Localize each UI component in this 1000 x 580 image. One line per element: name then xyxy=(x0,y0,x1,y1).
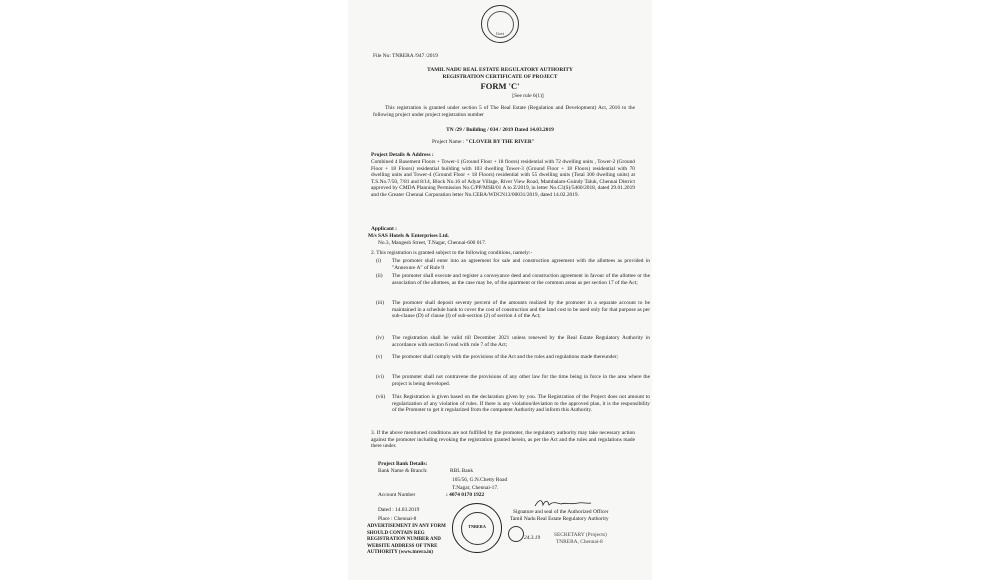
signature-stamp-line-1: SECRETARY (Projects) xyxy=(554,532,607,538)
project-name-row xyxy=(432,139,535,146)
form-title: FORM 'C' xyxy=(480,81,520,91)
condition-text: The registration shall be valid till December 2021 unless renewed by the Real Estate Regulatory Authority in accordance with section 6 read with rule 7 of the Act; xyxy=(392,335,650,348)
applicant-heading: Applicant : xyxy=(371,226,397,232)
dated: Dated : 14.03.2019 xyxy=(378,507,420,513)
signature-date-scribble: 24.3.19 xyxy=(524,535,541,541)
paragraph-3: 3. If the above mentioned conditions are not fulfilled by the promoter, the regulatory authority may take necessary action against the promoter including revoking the registration granted herein, as per the Act and the rules and regulations made there under. xyxy=(371,430,635,450)
condition-number: (iv) xyxy=(376,335,384,341)
bank-name: RBL Bank xyxy=(450,468,474,474)
details-heading: Project Details & Address : xyxy=(371,152,434,158)
condition-text: The promoter shall execute and register a conveyance deed and construction agreement in favour of the allottee or the association of the allottees, as the case may be, of the apartment or the common areas as per section 17 of the Act; xyxy=(392,273,650,286)
project-name: "CLOVER BY THE RIVER" xyxy=(465,139,535,145)
certificate-title: REGISTRATION CERTIFICATE OF PROJECT xyxy=(442,74,558,80)
signature-scribble xyxy=(533,497,593,509)
bank-name-label: Bank Name & Branch: xyxy=(378,468,428,474)
rule-reference: [See rule 6(1)] xyxy=(512,93,544,99)
stamp-line: SHOULD CONTAIN REG xyxy=(367,530,425,536)
applicant-address: No.3, Mangesh Street, T.Nagar, Chennai-600 017. xyxy=(378,240,487,246)
intro-paragraph: This registration is granted under section 5 of The Real Estate (Regulation and Development) Act, 2016 to the following project under project registration number xyxy=(373,105,635,118)
bank-address-1: 105/56, G.N.Chetty Road xyxy=(452,477,508,483)
signature-stamp-line-2: TNRERA, Chennai-8 xyxy=(556,539,603,545)
bank-address-2: T.Nagar, Chennai-17. xyxy=(452,485,499,491)
stamp-line: AUTHORITY (www.tnrera.in) xyxy=(367,550,433,556)
emblem-seal xyxy=(481,5,519,43)
conditions-list xyxy=(376,258,651,433)
condition-number: (vii) xyxy=(376,394,386,400)
condition-text: This Registration is given based on the declaration given by you. The Registration of the Project does not amount to regularization of any violation of rules. If there is any violation/deviation to the approved plan, it is the responsibility of the Promoter to get it regularized from the competent Authority and inform this Authority. xyxy=(392,394,650,414)
condition-number: (iii) xyxy=(376,300,385,306)
condition-number: (i) xyxy=(376,258,382,264)
project-details: Combined 4 Basement Floors + Tower-1 (Ground Floor + 18 floors) residential with 72 dwelling units , Tower-2 (Ground Floor + 18 Floors) residential building with 103 dwelling Tower-3 (Ground Floor + 18 Floors) residential with 70 dwelling units and Tower-4 (Ground Floor + 18 Floors) residential with 55 dwelling units (Total 300 dwelling units) at T.S.No.7/50, 7/81 and 8/14, Block No.16 of Adyar Village, River View Road, Mambalam-Guindy Taluk, Chennai District approved by CMDA Planning Permission No.C/PP/MSB/01 A to Z/2019, in letter No.C3(S)/5460/2018, dated 29.01.2019 and the Greater Chennai Corporation letter No.CEBA/WDCN13/00031/2019, dated 14.02.2019. xyxy=(371,159,635,198)
small-seal xyxy=(508,526,524,542)
condition-number: (ii) xyxy=(376,273,383,279)
condition-number: (v) xyxy=(376,354,383,360)
conditions-intro: 2. This registration is granted subject to the following conditions, namely:- xyxy=(371,250,533,256)
condition-text: The promoter shall not contravene the provisions of any other law for the time being in force in the area where the project is being developed. xyxy=(392,374,650,387)
stamp-line: REGISTRATION NUMBER AND xyxy=(367,537,441,543)
condition-number: (vi) xyxy=(376,374,384,380)
stamp-line: ADVERTISEMENT IN ANY FORM xyxy=(367,524,446,529)
authority-title: TAMIL NADU REAL ESTATE REGULATORY AUTHORITY xyxy=(427,67,573,73)
condition-text: The promoter shall deposit seventy percent of the amounts realized by the promoter in a separate account to be maintained in a schedule bank to cover the cost of construction and the land cost to be used only for that purpose as per sub-clause (D) of clause (l) of sub-section (2) of section 4 of the Act; xyxy=(392,300,650,320)
place: Place : Chennai-8 xyxy=(378,516,417,522)
registration-number: TN /29 / Building / 034 / 2019 Dated 14.03.2019 xyxy=(446,127,554,133)
applicant-name: M/s SAS Hotels & Enterprises Ltd. xyxy=(368,233,449,239)
account-label: Account Number xyxy=(378,492,416,498)
authority-round-seal xyxy=(452,503,502,553)
account-number: : 4074 0170 1922 xyxy=(446,492,485,498)
signature-organization: Tamil Nadu Real Estate Regulatory Authority xyxy=(510,516,609,522)
bank-heading: Project Bank Details: xyxy=(378,461,428,467)
emblem-seal-text: Govt xyxy=(496,31,504,36)
signature-caption: Signature and seal of the Authorized Officer xyxy=(513,509,609,515)
project-name-label: Project Name : xyxy=(432,139,465,145)
signature-stamp xyxy=(506,524,626,552)
condition-text: The promoter shall enter into an agreement for sale and construction agreement with the allottees as provided in "Annexure A" of Rule 9 xyxy=(392,258,650,271)
round-seal-text: TNRERA xyxy=(468,524,486,529)
file-number: File No: TNRERA /947 /2019 xyxy=(373,53,438,59)
stamp-line: WEBSITE ADDRESS OF TNRE xyxy=(367,543,438,549)
certificate-document xyxy=(348,0,652,580)
condition-text: The promoter shall comply with the provisions of the Act and the rules and regulations made thereunder; xyxy=(392,354,619,360)
